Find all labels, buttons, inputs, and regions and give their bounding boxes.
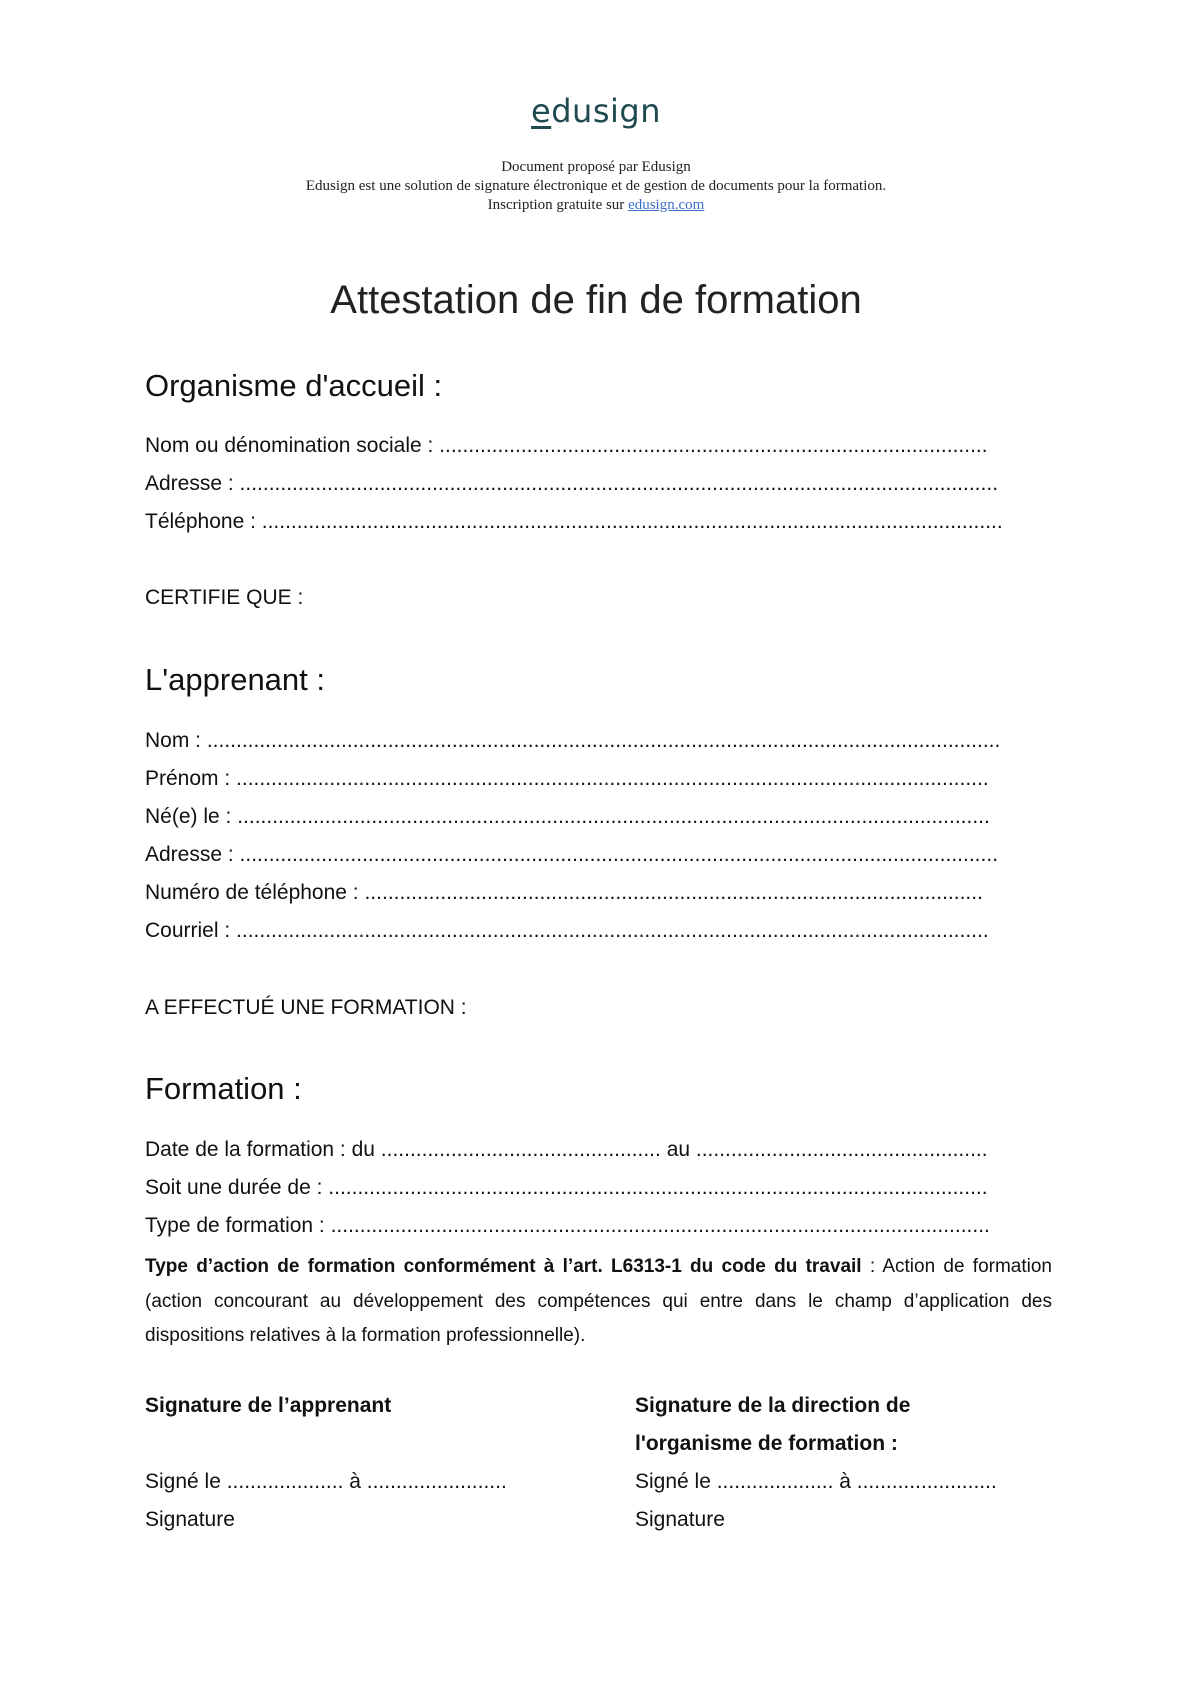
edusign-logo: edusign bbox=[531, 92, 661, 130]
field-duree: Soit une durée de : ................................................................................................................. bbox=[145, 1176, 988, 1199]
legal-paragraph bbox=[145, 1250, 1052, 1354]
signature-apprenant-title: Signature de l’apprenant bbox=[145, 1394, 392, 1417]
field-telephone-organisme: Téléphone : ............................................................................................................................... bbox=[145, 510, 1003, 533]
section-heading-formation: Formation : bbox=[145, 1071, 302, 1106]
field-date-naissance: Né(e) le : ................................................................................................................................. bbox=[145, 805, 990, 828]
header-line-3: Inscription gratuite sur edusign.com bbox=[487, 197, 705, 213]
field-prenom: Prénom : ................................................................................................................................. bbox=[145, 767, 989, 790]
section-heading-apprenant: L'apprenant : bbox=[145, 662, 326, 697]
a-effectue-formation: A EFFECTUÉ UNE FORMATION : bbox=[145, 996, 467, 1019]
field-courriel: Courriel : ................................................................................................................................. bbox=[145, 919, 989, 942]
header-line-1: Document proposé par Edusign bbox=[501, 159, 691, 175]
page-title: Attestation de fin de formation bbox=[330, 278, 862, 322]
section-heading-organisme: Organisme d'accueil : bbox=[145, 368, 443, 403]
signature-direction-title-1: Signature de la direction de bbox=[635, 1394, 911, 1417]
legal-bold: Type d’action de formation conformément à l’art. L6313-1 du code du travail bbox=[145, 1256, 862, 1277]
signature-direction-title-2: l'organisme de formation : bbox=[635, 1432, 898, 1455]
field-date-formation: Date de la formation : du ................................................ au .................................................. bbox=[145, 1138, 988, 1161]
legal-text: : Action de formation (action concourant au développement des compétences qui entre dans le champ d’application des dispositions relatives à la formation professionnelle). bbox=[145, 1256, 1052, 1346]
certifie-que: CERTIFIE QUE : bbox=[145, 586, 304, 609]
field-adresse-apprenant: Adresse : .................................................................................................................................. bbox=[145, 843, 999, 866]
document-header bbox=[0, 158, 1192, 215]
edusign-link[interactable]: edusign.com bbox=[628, 197, 705, 213]
signature-apprenant-signed: Signé le .................... à ........................ bbox=[145, 1470, 507, 1493]
signature-apprenant-label: Signature bbox=[145, 1508, 235, 1531]
field-nom-denomination: Nom ou dénomination sociale : .............................................................................................. bbox=[145, 434, 988, 457]
field-nom: Nom : ........................................................................................................................................ bbox=[145, 729, 1001, 752]
signature-direction-signed: Signé le .................... à ........................ bbox=[635, 1470, 997, 1493]
header-line-2: Edusign est une solution de signature électronique et de gestion de documents pour la formation. bbox=[305, 178, 887, 194]
field-type-formation: Type de formation : ................................................................................................................. bbox=[145, 1214, 990, 1237]
field-adresse-organisme: Adresse : .................................................................................................................................. bbox=[145, 472, 999, 495]
signature-direction-label: Signature bbox=[635, 1508, 725, 1531]
field-telephone-apprenant: Numéro de téléphone : .......................................................................................................... bbox=[145, 881, 983, 904]
